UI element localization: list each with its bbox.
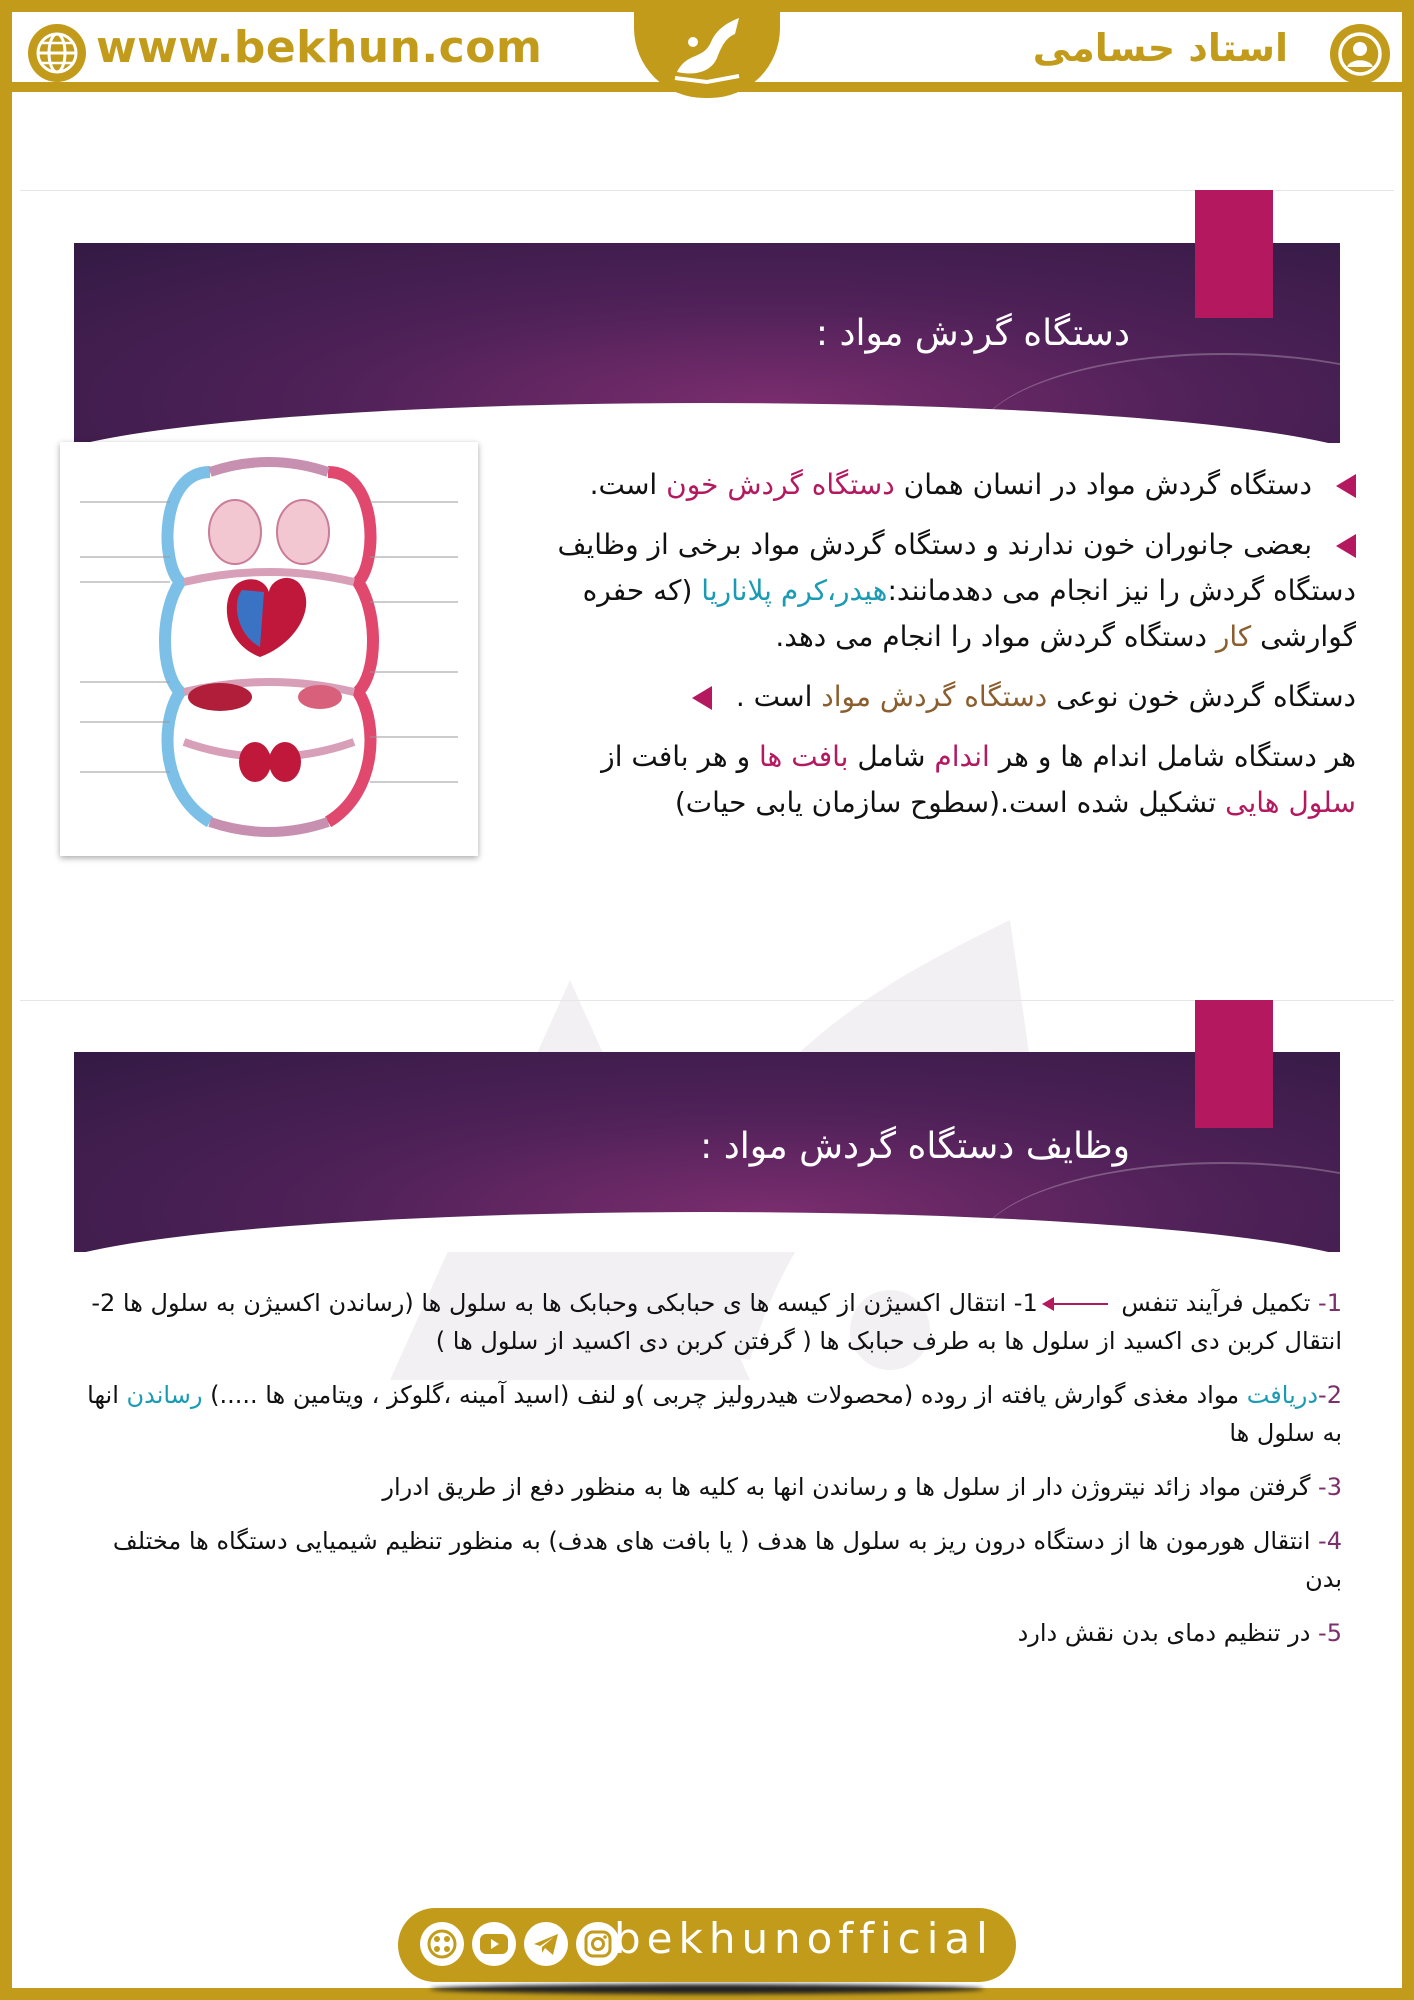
aparat-icon[interactable] [420, 1922, 464, 1966]
arrow-left-icon [1044, 1303, 1108, 1305]
youtube-icon[interactable] [472, 1922, 516, 1966]
slide-divider [20, 1000, 1394, 1001]
slide1-bullet: دستگاه گردش خون نوعی دستگاه گردش مواد است . [540, 674, 1356, 720]
footer-shadow [430, 1984, 984, 1994]
brand-logo [634, 0, 780, 98]
circulatory-system-diagram [60, 442, 478, 856]
page-header [0, 0, 1414, 92]
slide2-title: وظایف دستگاه گردش مواد : [700, 1126, 1130, 1167]
function-item: 4- انتقال هورمون ها از دستگاه درون ریز به سلول ها هدف ( یا بافت های هدف) به منظور تنظیم شیمیایی دستگاه ها مختلف بدن [112, 1527, 1342, 1593]
bullet-arrow-icon [692, 686, 712, 710]
slide1-accent-bar [1195, 190, 1273, 318]
website-link[interactable]: www.bekhun.com [96, 22, 543, 73]
slide1-bullet: بعضی جانوران خون ندارند و دستگاه گردش مواد برخی از وظایف دستگاه گردش را نیز انجام می دهدمانند:هیدر،کرم پلاناریا (که حفره گوارشی کار دستگاه گردش مواد را انجام می دهد. [557, 528, 1356, 653]
globe-icon [28, 24, 86, 82]
slide1-bullet: هر دستگاه شامل اندام ها و هر اندام شامل بافت ها و هر بافت از سلول هایی تشکیل شده است.(سطوح سازمان یابی حیات) [601, 740, 1356, 819]
social-handle[interactable]: bekhunofficial [614, 1914, 994, 1963]
telegram-icon[interactable] [524, 1922, 568, 1966]
slide2-function-list [78, 1284, 1342, 1668]
slide1-bullet: دستگاه گردش مواد در انسان همان دستگاه گردش خون است. [540, 462, 1356, 508]
slide2-title-banner [74, 1052, 1340, 1252]
teacher-name: استاد حسامی [1032, 26, 1288, 70]
function-item: 2-دریافت مواد مغذی گوارش یافته از روده (محصولات هیدرولیز چربی )و لنف (اسید آمینه ،گلوکز ، ویتامین ها .....) رساندن انها به سلول ها [87, 1381, 1342, 1447]
slide1-title: دستگاه گردش مواد : [815, 313, 1130, 354]
slide-divider [20, 190, 1394, 191]
function-item: 3- گرفتن مواد زائد نیتروژن دار از سلول ها و رساندن انها به کلیه ها به منظور دفع از طریق ادرار [382, 1473, 1342, 1501]
bullet-arrow-icon [1336, 534, 1356, 558]
function-item: 1- تکمیل فرآیند تنفس 1- انتقال اکسیژن از کیسه ها ی حبابکی وحبابک ها به سلول ها (رساندن اکسیژن به سلول ها 2- انتقال کربن دی اکسید از سلول ها به طرف حبابک ها ( گرفتن کربن دی اکسید از سلول ها ) [91, 1289, 1342, 1355]
function-item: 5- در تنظیم دمای بدن نقش دارد [1017, 1619, 1342, 1647]
slide1-bullet-list [540, 462, 1356, 840]
bullet-arrow-icon [1336, 474, 1356, 498]
slide2-accent-bar [1195, 1000, 1273, 1128]
user-icon [1330, 24, 1390, 84]
slide1-title-banner [74, 243, 1340, 443]
social-footer [398, 1908, 1016, 1982]
